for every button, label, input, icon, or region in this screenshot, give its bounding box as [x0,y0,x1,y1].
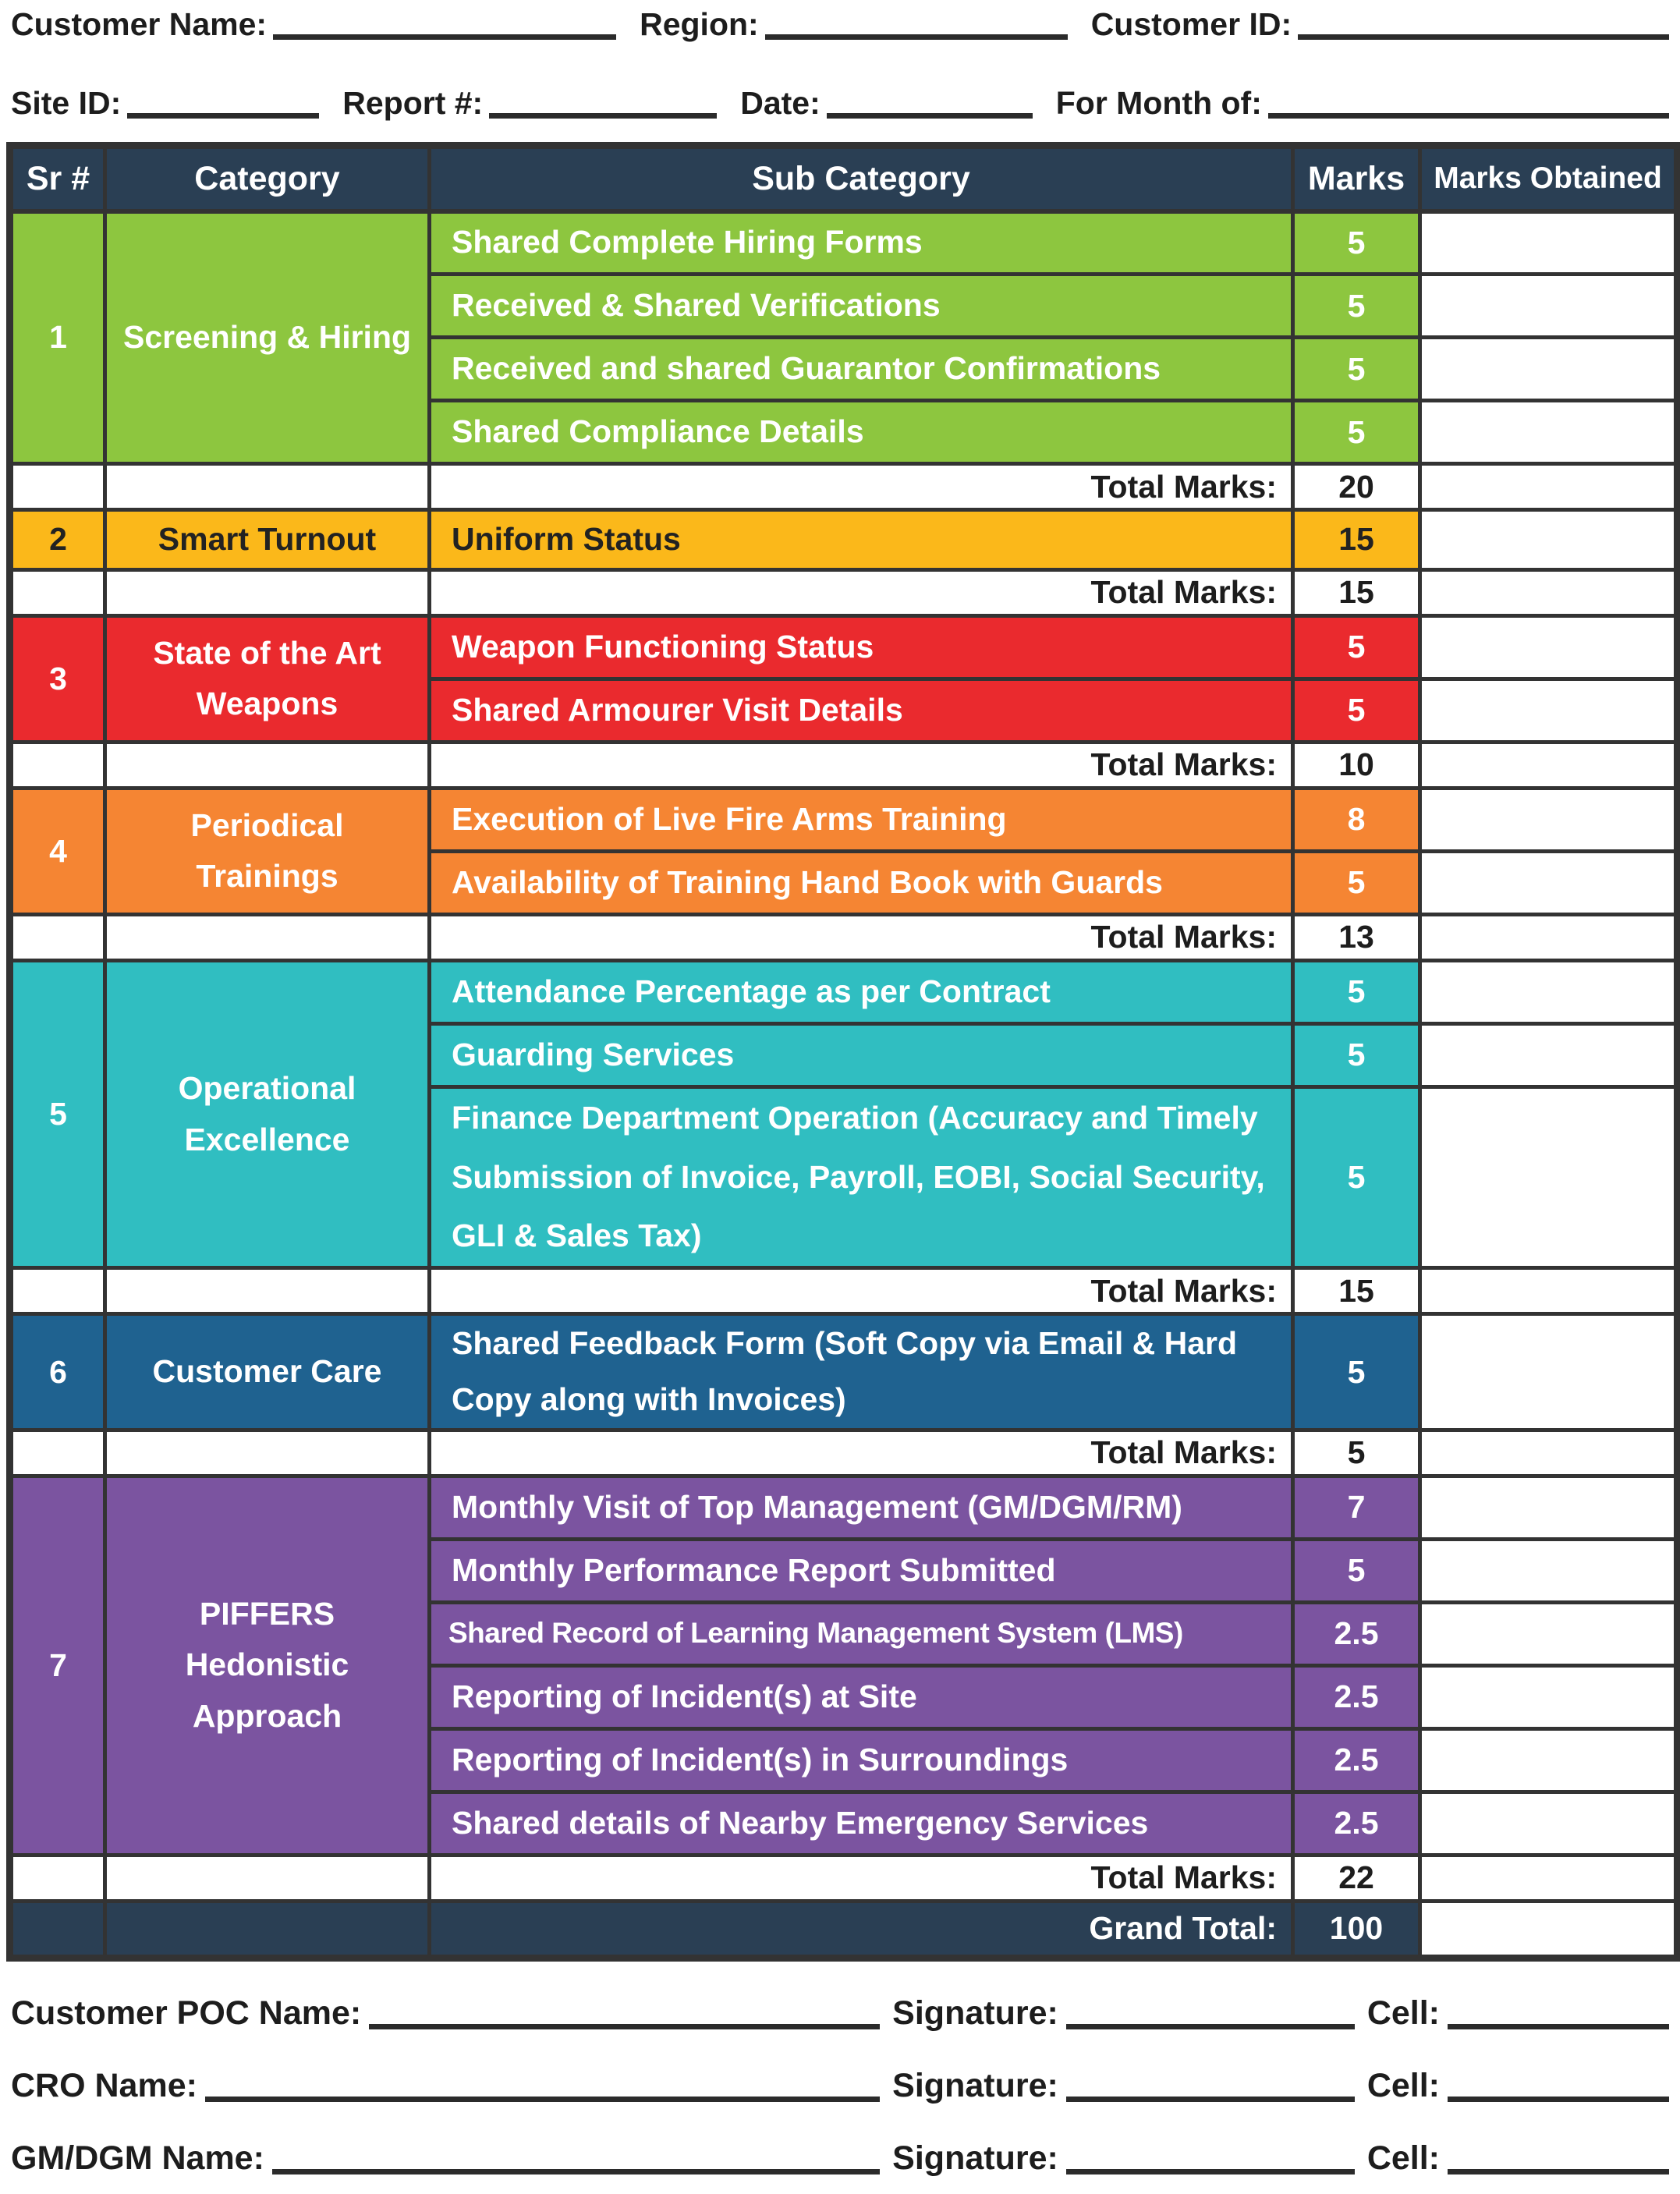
subcategory-row [10,1314,1678,1430]
sr-number: 5 [10,960,105,1268]
marks-cell: 5 [1293,1539,1420,1602]
marks-obtained-cell[interactable] [1420,569,1678,615]
marks-obtained-cell[interactable] [1420,1602,1678,1665]
total-marks-label: Total Marks: [430,464,1293,510]
marks-obtained-cell[interactable] [1420,1023,1678,1086]
marks-obtained-cell[interactable] [1420,615,1678,679]
total-marks-value: 22 [1293,1855,1420,1901]
report-no-label: Report #: [342,85,484,121]
marks-cell: 5 [1293,1086,1420,1268]
marks-obtained-cell[interactable] [1420,1476,1678,1539]
score-table [6,142,1680,1962]
marks-cell: 2.5 [1293,1665,1420,1728]
cell-label: Cell: [1366,2066,1440,2104]
blank-cell [10,464,105,510]
blank-cell [105,1901,430,1958]
total-marks-value: 20 [1293,464,1420,510]
column-header-sub-category: Sub Category [430,146,1293,211]
signature-line[interactable] [1066,2167,1355,2175]
total-marks-row [10,1430,1678,1476]
for-month-of-label: For Month of: [1055,85,1262,121]
cell-label: Cell: [1366,1994,1440,2032]
total-marks-value: 5 [1293,1430,1420,1476]
subcategory-row [10,510,1678,570]
marks-cell: 5 [1293,679,1420,742]
marks-cell: 15 [1293,510,1420,570]
total-marks-value: 10 [1293,742,1420,788]
marks-cell: 7 [1293,1476,1420,1539]
subcategory-cell: Monthly Performance Report Submitted [430,1539,1293,1602]
blank-cell [105,914,430,960]
total-marks-label: Total Marks: [430,1268,1293,1314]
marks-cell: 8 [1293,788,1420,851]
signature-label: Signature: [892,1994,1058,2032]
gm-dgm-row [11,2139,1672,2178]
signature-line[interactable] [1066,2094,1355,2102]
marks-cell: 2.5 [1293,1602,1420,1665]
total-marks-value: 15 [1293,569,1420,615]
sr-number: 4 [10,788,105,914]
category-cell: Customer Care [105,1314,430,1430]
blank-cell [105,569,430,615]
marks-cell: 5 [1293,851,1420,914]
region-label: Region: [640,6,759,42]
column-header-marks: Marks [1293,146,1420,211]
total-marks-value: 15 [1293,1268,1420,1314]
site-id-label: Site ID: [11,85,122,121]
subcategory-cell: Guarding Services [430,1023,1293,1086]
cell-line[interactable] [1448,2167,1669,2175]
blank-cell [105,464,430,510]
marks-obtained-cell[interactable] [1420,211,1678,275]
total-marks-label: Total Marks: [430,914,1293,960]
marks-obtained-cell[interactable] [1420,679,1678,742]
total-marks-label: Total Marks: [430,1430,1293,1476]
total-marks-value: 13 [1293,914,1420,960]
sr-number: 3 [10,615,105,742]
total-marks-label: Total Marks: [430,742,1293,788]
category-cell: State of the Art Weapons [105,615,430,742]
total-marks-label: Total Marks: [430,1855,1293,1901]
marks-cell: 5 [1293,211,1420,275]
subcategory-cell: Monthly Visit of Top Management (GM/DGM/RM) [430,1476,1293,1539]
marks-obtained-cell[interactable] [1420,1728,1678,1792]
customer-poc-row [11,1994,1672,2033]
marks-obtained-cell[interactable] [1420,1792,1678,1855]
marks-cell: 5 [1293,338,1420,401]
subcategory-cell: Shared Compliance Details [430,401,1293,464]
marks-obtained-cell[interactable] [1420,510,1678,570]
blank-cell [105,742,430,788]
marks-obtained-cell[interactable] [1420,1086,1678,1268]
cell-line[interactable] [1448,2094,1669,2102]
blank-cell [105,1268,430,1314]
marks-obtained-cell[interactable] [1420,464,1678,510]
marks-obtained-cell[interactable] [1420,1430,1678,1476]
grand-total-label: Grand Total: [430,1901,1293,1958]
cell-label: Cell: [1366,2139,1440,2177]
grand-total-row [10,1901,1678,1958]
customer-poc-name-line[interactable] [369,2022,880,2029]
blank-cell [10,914,105,960]
blank-cell [10,742,105,788]
sr-number: 1 [10,211,105,464]
subcategory-row [10,615,1678,679]
marks-obtained-cell[interactable] [1420,1901,1678,1958]
blank-cell [10,569,105,615]
blank-cell [105,1430,430,1476]
total-marks-row [10,914,1678,960]
marks-cell: 2.5 [1293,1792,1420,1855]
marks-obtained-cell[interactable] [1420,1665,1678,1728]
grand-total-value: 100 [1293,1901,1420,1958]
total-marks-row [10,1855,1678,1901]
signature-line[interactable] [1066,2022,1355,2029]
sr-number: 6 [10,1314,105,1430]
subcategory-cell: Finance Department Operation (Accuracy and Timely Submission of Invoice, Payroll, EOBI, Social Security, GLI & Sales Tax) [430,1086,1293,1268]
subcategory-cell: Weapon Functioning Status [430,615,1293,679]
subcategory-cell: Attendance Percentage as per Contract [430,960,1293,1023]
marks-obtained-cell[interactable] [1420,1855,1678,1901]
category-cell: Smart Turnout [105,510,430,570]
sr-number: 7 [10,1476,105,1855]
marks-cell: 5 [1293,615,1420,679]
subcategory-row [10,1476,1678,1539]
subcategory-cell: Shared Armourer Visit Details [430,679,1293,742]
date-line[interactable] [827,111,1033,119]
marks-obtained-cell[interactable] [1420,1314,1678,1430]
column-header-marks-obtained: Marks Obtained [1420,146,1678,211]
category-cell: PIFFERS Hedonistic Approach [105,1476,430,1855]
subcategory-cell: Reporting of Incident(s) in Surroundings [430,1728,1293,1792]
column-header-sr: Sr # [10,146,105,211]
marks-obtained-cell[interactable] [1420,338,1678,401]
marks-obtained-cell[interactable] [1420,960,1678,1023]
date-label: Date: [740,85,821,121]
header-row-2 [11,85,1672,122]
marks-obtained-cell[interactable] [1420,914,1678,960]
total-marks-row [10,569,1678,615]
marks-obtained-cell[interactable] [1420,401,1678,464]
total-marks-row [10,742,1678,788]
customer-name-label: Customer Name: [11,6,268,42]
marks-cell: 2.5 [1293,1728,1420,1792]
cro-name-label: CRO Name: [11,2066,197,2104]
cell-line[interactable] [1448,2022,1669,2029]
subcategory-cell: Received and shared Guarantor Confirmations [430,338,1293,401]
category-cell: Operational Excellence [105,960,430,1268]
subcategory-cell: Shared Complete Hiring Forms [430,211,1293,275]
subcategory-cell: Reporting of Incident(s) at Site [430,1665,1293,1728]
marks-cell: 5 [1293,401,1420,464]
blank-cell [105,1855,430,1901]
blank-cell [10,1901,105,1958]
blank-cell [10,1855,105,1901]
cro-name-line[interactable] [205,2094,880,2102]
marks-obtained-cell[interactable] [1420,1539,1678,1602]
marks-obtained-cell[interactable] [1420,275,1678,338]
marks-obtained-cell[interactable] [1420,788,1678,851]
customer-id-label: Customer ID: [1090,6,1292,42]
gm-dgm-name-label: GM/DGM Name: [11,2139,264,2177]
signature-label: Signature: [892,2066,1058,2104]
sr-number: 2 [10,510,105,570]
cro-row [11,2067,1672,2105]
region-line[interactable] [765,32,1068,40]
total-marks-label: Total Marks: [430,569,1293,615]
customer-poc-name-label: Customer POC Name: [11,1994,362,2032]
site-id-line[interactable] [127,111,319,119]
category-cell: Periodical Trainings [105,788,430,914]
subcategory-cell: Shared Feedback Form (Soft Copy via Email & Hard Copy along with Invoices) [430,1314,1293,1430]
blank-cell [10,1268,105,1314]
subcategory-cell: Execution of Live Fire Arms Training [430,788,1293,851]
gm-dgm-name-line[interactable] [272,2167,880,2175]
subcategory-cell: Uniform Status [430,510,1293,570]
marks-cell: 5 [1293,275,1420,338]
report-no-line[interactable] [489,111,717,119]
signature-label: Signature: [892,2139,1058,2177]
signature-footer [0,1994,1680,2178]
for-month-of-line[interactable] [1268,111,1669,119]
form-header [0,0,1680,122]
marks-cell: 5 [1293,1314,1420,1430]
subcategory-row [10,788,1678,851]
marks-cell: 5 [1293,1023,1420,1086]
customer-name-line[interactable] [273,32,616,40]
subcategory-row [10,211,1678,275]
marks-obtained-cell[interactable] [1420,1268,1678,1314]
total-marks-row [10,1268,1678,1314]
table-header-row [10,146,1678,211]
subcategory-cell: Availability of Training Hand Book with Guards [430,851,1293,914]
subcategory-cell: Shared Record of Learning Management System (LMS) [430,1602,1293,1665]
marks-obtained-cell[interactable] [1420,742,1678,788]
marks-cell: 5 [1293,960,1420,1023]
subcategory-row [10,960,1678,1023]
column-header-category: Category [105,146,430,211]
customer-id-line[interactable] [1298,32,1669,40]
blank-cell [10,1430,105,1476]
subcategory-cell: Shared details of Nearby Emergency Services [430,1792,1293,1855]
total-marks-row [10,464,1678,510]
subcategory-cell: Received & Shared Verifications [430,275,1293,338]
category-cell: Screening & Hiring [105,211,430,464]
header-row-1 [11,6,1672,43]
marks-obtained-cell[interactable] [1420,851,1678,914]
